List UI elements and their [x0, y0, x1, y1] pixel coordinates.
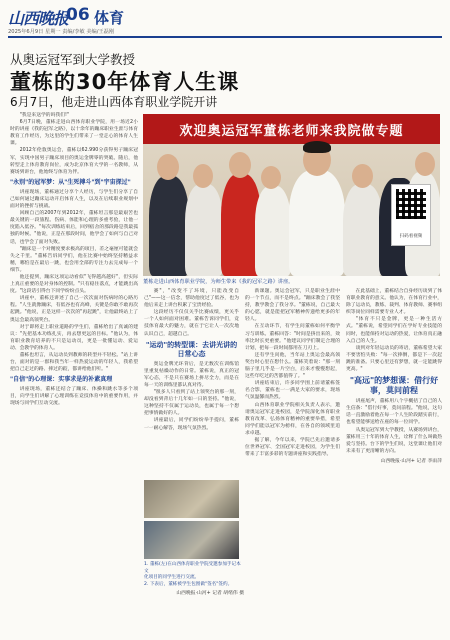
inset-caption-line: 1. 董栋(左)在山西体育职业学院受邀参加手记本文: [144, 562, 241, 574]
photo-caption: 董栋走进山西体育职业学院，为师生带来《我的冠军之路》讲座。: [143, 279, 294, 285]
paragraph: 讲座中，董栋还讲述了自己一次次面对伤病时的心路历程。"人生就像蹦床，有低谷也有高峰，关键是你敢不敢再次起跳。"他说，正是这样一次次的"再起跳"，让他最终站上了奥运会最高领奖台。: [10, 296, 138, 323]
paragraph: 讲座尾声，董栋用八个字概括了自己的人生信条："借行好事，莫问前程。"他说，这句话一直激励着他在每一个人生阶段踏实前行，也希望能够送给在座的每一位同学。: [346, 399, 442, 426]
dateline: 2025年6月9日 星期一 责编/李敏 美编/王磊刚: [8, 29, 115, 35]
event-banner: [143, 114, 440, 144]
article-column-1: [10, 112, 138, 617]
paragraph: 山西体育职业学院相关负责人表示，邀请奥运冠军走进校园，是学院深化体育职业教育改革、弘扬体育精神的重要举措，希望同学们能以冠军为榜样，在各自的领域里追求卓越。: [245, 402, 340, 436]
paragraph: 还有学生问他，当年站上奥运会最高领奖台时心里在想什么。董栋笑着说："那一刻脑子里几乎是一片空白，后来才慢慢想起，这些年吃过的苦都值得了。": [245, 352, 340, 380]
crowd-person: [149, 176, 189, 276]
paragraph: "我是来送学的吗我们!": [19, 113, 70, 118]
paragraph: 讲座结束后，许多同学围上前请董栋签名合影，董栋也一一满足大家的要求，现场气氛温馨而热烈。: [245, 381, 340, 401]
crowd-person: [343, 184, 383, 276]
paragraph: 从奥运冠军到大学教授，从赛场到讲台，董栋用三十年的体育人生，诠释了什么叫做热爱与坚持。台下的学生们说，这堂课让他们对未来有了更清晰的方向。: [346, 427, 442, 454]
speaker-hair: [303, 141, 331, 153]
article-column-3: [245, 288, 340, 618]
paragraph: 在互动环节，有学生问董栋如何平衡学习与训练。董栋回答："时间是挤出来的，效率比时长更重要。"他建议同学们制定合理的计划，把每一段时间都用在刀刃上。: [245, 324, 340, 351]
subhead: 6月7日，他走进山西体育职业学院开讲: [10, 95, 218, 109]
section-subtitle: "运动"的转型课：去讲光讲的日常心态: [145, 340, 238, 358]
crowd-head: [229, 152, 251, 178]
banner-text: 欢迎奥运冠军董栋老师来我院做专题: [179, 124, 404, 139]
paragraph: 他还提到，蹦床这项运动看似"飞得越高越好"，但实际上真正重要的是对身体的控制。"只有稳住落点，才能跳出高度。"这段话引得台下同学纷纷点头。: [10, 274, 138, 295]
paragraph: 讲座最后，同学们纷纷举手提问，董栋一一耐心解答，现场气氛热烈。: [144, 418, 239, 431]
kicker: 从奥运冠军到大学教授: [10, 52, 136, 67]
inset-caption: [144, 562, 244, 598]
paragraph: 谈到对年轻运动员的寄语，董栋希望大家不要害怕失败："每一次摔倒，都是下一次起跳的准备。只要心里还有梦想，就一定能跳得更高。": [346, 345, 442, 373]
article-credit: 山西晚报·山河+ 记者 李雨萍: [380, 458, 442, 464]
masthead: [8, 6, 442, 36]
paragraph: 这段经历不仅仅关乎比赛成绩，更关乎一个人如何面对困难。董栋告诉同学们，竞技体育最大的魅力，就在于它让人一次次地认识自己，超越自己。: [144, 310, 239, 337]
crowd-person: [185, 184, 223, 276]
newspaper-logo: 山西晚报: [8, 9, 69, 28]
crowd-head: [261, 166, 281, 189]
paragraph: "很多人只看到了站上领奖台的那一刻，却没看到背后十几年如一日的坚持。"他说，这种坚持不仅属于运动员，也属于每一个想把事情做好的人。: [144, 390, 239, 417]
paragraph: "体育不只是金牌，更是一种生活方式。"董栋说，希望同学们在学好专业技能的同时，也能保持对运动的热爱，让体育真正融入自己的人生。: [346, 317, 442, 344]
crowd-head: [352, 164, 373, 188]
article-column-2: [144, 288, 239, 478]
paragraph: 6月7日晚，董栋走进山西体育职业学院，用一场近2小时的讲座《我的冠军之路》，以十余年的蹦床职业生涯与体育教育工作经历，为这里的学生们带来了一堂走心的体育人生课。: [10, 120, 138, 147]
paragraph: "蹦床是一个对精度要求极高的项目，差之毫厘可能就会失之千里。"董栋告诉同学们，他在比赛中始终坚持精益求精，哪怕是在最后一跳，也会用全部的专注力去完成每一个细节。: [10, 246, 138, 273]
inset-caption-line: 2. 下表后，董栋被学生包围做"签名"签约。: [144, 581, 233, 587]
inset-credit: 山西晚报·山河+ 记者 胡绪伟 摄: [176, 591, 244, 597]
paragraph: 2012年伦敦奥运会，董栋以62.990分获得男子蹦床冠军，实现中国男子蹦床项目的奥运金牌零的突破。随后，他转型走上体育教育岗位，成为北京体育大学的一名教师，从赛场到讲台，他始终与体育为伴。: [10, 148, 138, 175]
paragraph: 回顾自己的2007年到2012年，董栋坦言那是最艰苦也最关键的一段旅程。伤病、体能和心理的多重考验，让他一度陷入低谷。"每次训练结束后，回到宿舍的那段路是我最孤独的时候。"他说，正是在那段时间，他学会了如何与自己对话，也学会了面对失败。: [10, 211, 138, 245]
speaker-figure: [289, 170, 345, 276]
paragraph: 讲座现场，董栋通过分享个人经历，与学生们分享了自己如何通过蹦床运动开启体育人生，以及在后续职业规划中面对的挫折与挑战。: [10, 189, 138, 210]
crowd-head: [415, 152, 435, 176]
crowd-head: [157, 154, 179, 180]
inset-photo-1: [144, 480, 239, 518]
masthead-rule: [8, 36, 442, 38]
qr-code-card[interactable]: [391, 184, 431, 246]
inset-caption-line: 化项目的同学生进行交流。: [144, 575, 200, 581]
crowd-person: [255, 186, 291, 276]
inset-photo-2: [144, 521, 239, 559]
section-subtitle: "永别"的冠军梦：从"生死搏斗"到"宇宙探过": [10, 178, 131, 186]
section-subtitle: "高远"的梦想课：借行好事，莫问前程: [349, 376, 439, 396]
section-subtitle: "自信"的心理课：实事求是的补素真理: [10, 376, 113, 384]
paragraph: 赛"，"改变不了环境，只能改变自己"——这一信念，帮助他度过了低谷，也为他后来走上讲台积累了宝贵经验。: [144, 289, 239, 309]
crowd-head: [193, 164, 213, 188]
paragraph: 董栋也坦言，从运动员到教师的转型并不轻松。"站上讲台，面对的是一群和我当年一样热爱运动的年轻人，我希望把自己走过的路、摔过的跤，都讲给他们听。": [10, 353, 138, 373]
page-number: 06: [66, 5, 90, 25]
main-photo: [143, 114, 440, 276]
qr-code-icon: [396, 189, 426, 219]
inset-photos: [144, 480, 239, 560]
section-title: 体育: [94, 9, 125, 27]
paragraph: 奥运金牌光环背后，是无数次在训练馆里重复枯燥动作的日常。董栋说，真正的冠军心态，不是只在赛场上拼尽全力，而是在每一天的训练里都认真对待。: [144, 361, 239, 388]
article-column-4: [346, 288, 442, 618]
paragraph: 据了解，今年以来，学院已先后邀请多位世界冠军、全国冠军走进校园，为学生们带来了丰富多彩的专题讲座和实践指导。: [245, 437, 340, 458]
paragraph: 在此基础上，董栋结合自身经历谈到了体育职业教育的意义。他认为，在体育行业中，除了运动员，教练、裁判、体育教师、赛事组织等岗位同样需要专业人才。: [346, 289, 442, 316]
paragraph: 讲座现场，董栋还结合了蹦床、体操和跳水等多个项目，向学生们讲解了心理训练在竞技体育中的重要作用，并现场与同学们互动交流。: [10, 387, 138, 407]
paragraph: 对于即将走上职业道路的学生们，董栋给出了真诚的建议："先把基本功练扎实，再去想更远的目标。"他认为，体育职业教育培养的不只是运动员，更是一批懂运动、爱运动、会教学的体育人。: [10, 324, 138, 351]
qr-caption: 扫码看视频: [399, 234, 423, 239]
headline: 董栋的30年体育人生课: [10, 70, 240, 94]
paragraph: 新课题。奥运会冠军，只是职业生涯中的一个节点，而不是终点。"蹦床教会了我坚持，教学教会了我分享。"董栋说，自己最大的心愿，就是能把冠军精神传递给更多的年轻人。: [245, 289, 340, 323]
